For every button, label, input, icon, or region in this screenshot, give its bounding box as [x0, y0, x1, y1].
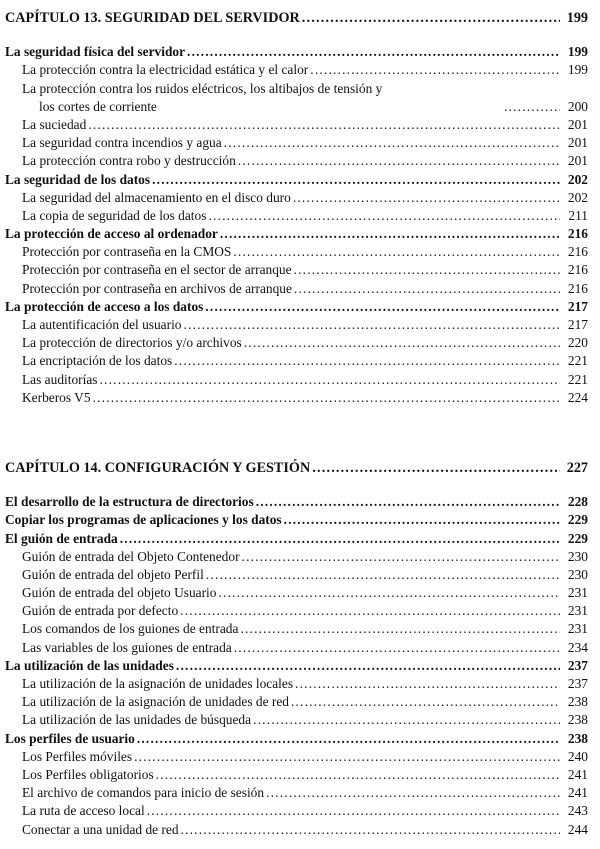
toc-subsection-entry: [5, 80, 588, 116]
toc-subsection-entry: [5, 748, 588, 766]
entry-title: La utilización de la asignación de unidades de red: [22, 694, 289, 710]
toc-subsection-entry: [5, 316, 588, 334]
dot-leader: [147, 802, 560, 820]
entry-page-number: 231: [567, 621, 588, 637]
entry-page-number: 238: [567, 694, 588, 710]
toc-section-entry: [5, 530, 588, 548]
dot-leader: [120, 530, 560, 548]
dot-leader: [284, 511, 560, 529]
dot-leader: [181, 821, 560, 839]
entry-title: La seguridad contra incendios y agua: [22, 135, 222, 151]
entry-page-number: 228: [567, 494, 588, 510]
toc-section-entry: [5, 511, 588, 529]
dot-leader: [134, 748, 560, 766]
entry-title: La encriptación de los datos: [22, 353, 173, 369]
entry-page-number: 216: [567, 226, 588, 242]
entry-title: El archivo de comandos para inicio de sesión: [22, 785, 265, 801]
entry-title: La protección de acceso a los datos: [5, 298, 204, 314]
entry-title: Protección por contraseña en el sector de arranque: [22, 262, 292, 278]
chapter-14: [5, 459, 588, 839]
entry-title: La protección contra la electricidad estática y el calor: [22, 62, 309, 78]
entry-page-number: 241: [567, 785, 588, 801]
toc-subsection-entry: [5, 711, 588, 729]
entry-page-number: 221: [567, 371, 588, 387]
entry-title: [22, 80, 502, 116]
dot-leader: [294, 261, 560, 279]
entry-title: La suciedad: [22, 116, 87, 132]
dot-leader: [504, 98, 560, 116]
toc-subsection-entry: [5, 261, 588, 279]
toc-subsection-entry: [5, 152, 588, 170]
dot-leader: [137, 730, 560, 748]
toc-subsection-entry: [5, 639, 588, 657]
entry-title: Los Perfiles obligatorios: [22, 766, 154, 782]
entry-page-number: 230: [567, 566, 588, 582]
dot-leader: [295, 675, 560, 693]
entry-title: Los Perfiles móviles: [22, 748, 133, 764]
entry-page-number: 217: [567, 298, 588, 314]
entry-page-number: 234: [567, 639, 588, 655]
toc-subsection-entry: [5, 280, 588, 298]
section-list: [5, 493, 588, 839]
entry-page-number: 199: [567, 44, 588, 60]
toc-subsection-entry: [5, 584, 588, 602]
toc-subsection-entry: [5, 371, 588, 389]
toc-subsection-entry: [5, 566, 588, 584]
entry-title: Los perfiles de usuario: [5, 730, 135, 746]
toc-subsection-entry: [5, 802, 588, 820]
toc-subsection-entry: [5, 602, 588, 620]
dot-leader: [238, 152, 560, 170]
entry-page-number: 237: [567, 657, 588, 673]
toc-section-entry: [5, 730, 588, 748]
entry-page-number: 221: [567, 353, 588, 369]
dot-leader: [206, 566, 560, 584]
dot-leader: [240, 620, 560, 638]
dot-leader: [156, 766, 560, 784]
entry-page-number: 238: [567, 712, 588, 728]
toc-subsection-entry: [5, 389, 588, 407]
entry-title: Protección por contraseña en archivos de arranque: [22, 280, 292, 296]
entry-title: La ruta de acceso local: [22, 803, 145, 819]
entry-page-number: 216: [567, 244, 588, 260]
toc-section-entry: [5, 493, 588, 511]
entry-page-number: 231: [567, 603, 588, 619]
toc-subsection-entry: [5, 334, 588, 352]
entry-page-number: 244: [567, 821, 588, 837]
toc-section-entry: [5, 298, 588, 316]
entry-page-number: 240: [567, 748, 588, 764]
entry-page-number: 199: [567, 62, 588, 78]
entry-page-number: 241: [567, 766, 588, 782]
dot-leader: [152, 171, 560, 189]
toc-subsection-entry: [5, 548, 588, 566]
dot-leader: [242, 548, 560, 566]
entry-title: La seguridad del almacenamiento en el disco duro: [22, 189, 291, 205]
entry-title: Copiar los programas de aplicaciones y los datos: [5, 512, 282, 528]
chapter-13: [5, 9, 588, 407]
chapter-title: CAPÍTULO 14. CONFIGURACIÓN Y GESTIÓN: [5, 459, 311, 476]
section-list: [5, 43, 588, 407]
chapter-page-number: 199: [566, 9, 588, 26]
dot-leader: [256, 493, 560, 511]
dot-leader: [88, 116, 560, 134]
dot-leader: [187, 43, 560, 61]
dot-leader: [218, 584, 560, 602]
dot-leader: [302, 9, 560, 27]
dot-leader: [180, 602, 560, 620]
dot-leader: [266, 784, 560, 802]
dot-leader: [93, 389, 560, 407]
entry-title: La protección de acceso al ordenador: [5, 226, 218, 242]
entry-title: Guión de entrada del objeto Usuario: [22, 585, 217, 601]
entry-page-number: 202: [567, 189, 588, 205]
entry-page-number: 201: [567, 116, 588, 132]
entry-page-number: 231: [567, 585, 588, 601]
entry-page-number: 216: [567, 262, 588, 278]
chapter-heading: [5, 459, 588, 477]
dot-leader: [234, 639, 560, 657]
entry-page-number: 200: [567, 98, 588, 114]
entry-title: Conectar a una unidad de red: [22, 821, 179, 837]
dot-leader: [220, 225, 560, 243]
entry-title: Guión de entrada por defecto: [22, 603, 179, 619]
entry-title: La utilización de las unidades: [5, 657, 174, 673]
entry-title: La copia de seguridad de los datos: [22, 207, 207, 223]
entry-page-number: 229: [567, 512, 588, 528]
entry-page-number: 201: [567, 135, 588, 151]
entry-title: La autentificación del usuario: [22, 317, 182, 333]
toc-section-entry: [5, 225, 588, 243]
entry-page-number: 230: [567, 548, 588, 564]
entry-title: Kerberos V5: [22, 389, 91, 405]
entry-title-line: La protección contra los ruidos eléctricos, los altibajos de tensión y: [22, 80, 383, 96]
entry-title: La utilización de las unidades de búsqueda: [22, 712, 252, 728]
dot-leader: [291, 693, 560, 711]
toc-subsection-entry: [5, 675, 588, 693]
entry-page-number: 224: [567, 389, 588, 405]
toc-subsection-entry: [5, 134, 588, 152]
entry-page-number: 201: [567, 153, 588, 169]
toc-section-entry: [5, 171, 588, 189]
entry-title: El desarrollo de la estructura de directorios: [5, 494, 254, 510]
toc-subsection-entry: [5, 766, 588, 784]
entry-title: La seguridad física del servidor: [5, 44, 186, 60]
dot-leader: [176, 657, 560, 675]
entry-page-number: 216: [567, 280, 588, 296]
entry-page-number: 217: [567, 317, 588, 333]
toc-subsection-entry: [5, 693, 588, 711]
dot-leader: [253, 711, 560, 729]
dot-leader: [224, 134, 560, 152]
toc-subsection-entry: [5, 621, 588, 639]
dot-leader: [294, 280, 560, 298]
toc-subsection-entry: [5, 784, 588, 802]
chapter-heading: [5, 9, 588, 27]
entry-title: El guión de entrada: [5, 530, 118, 546]
dot-leader: [310, 61, 560, 79]
chapter-title: CAPÍTULO 13. SEGURIDAD DEL SERVIDOR: [5, 9, 300, 26]
entry-page-number: 237: [567, 676, 588, 692]
entry-title-continuation: los cortes de corriente: [39, 98, 157, 114]
dot-leader: [208, 207, 560, 225]
dot-leader: [233, 243, 560, 261]
entry-page-number: 211: [568, 207, 588, 223]
toc-subsection-entry: [5, 189, 588, 207]
dot-leader: [174, 352, 560, 370]
toc-subsection-entry: [5, 116, 588, 134]
entry-title: Las auditorías: [22, 371, 98, 387]
toc-subsection-entry: [5, 352, 588, 370]
entry-title: Guión de entrada del Objeto Contenedor: [22, 548, 240, 564]
entry-title: Protección por contraseña en la CMOS: [22, 244, 232, 260]
entry-page-number: 202: [567, 171, 588, 187]
dot-leader: [205, 298, 560, 316]
entry-title: Los comandos de los guiones de entrada: [22, 621, 239, 637]
entry-title: Las variables de los guiones de entrada: [22, 639, 232, 655]
toc-subsection-entry: [5, 207, 588, 225]
entry-title: La protección contra robo y destrucción: [22, 153, 236, 169]
toc-subsection-entry: [5, 61, 588, 79]
entry-title: La protección de directorios y/o archivos: [22, 335, 242, 351]
toc-subsection-entry: [5, 243, 588, 261]
dot-leader: [312, 459, 560, 477]
dot-leader: [100, 371, 561, 389]
chapter-page-number: 227: [566, 459, 588, 476]
entry-page-number: 243: [567, 803, 588, 819]
dot-leader: [184, 316, 560, 334]
dot-leader: [293, 189, 560, 207]
entry-title: Guión de entrada del objeto Perfil: [22, 566, 204, 582]
entry-page-number: 238: [567, 730, 588, 746]
entry-page-number: 220: [567, 335, 588, 351]
entry-page-number: 229: [567, 530, 588, 546]
entry-title: La seguridad de los datos: [5, 171, 151, 187]
entry-title: La utilización de la asignación de unidades locales: [22, 676, 294, 692]
toc-section-entry: [5, 43, 588, 61]
toc-subsection-entry: [5, 821, 588, 839]
toc-section-entry: [5, 657, 588, 675]
dot-leader: [244, 334, 560, 352]
